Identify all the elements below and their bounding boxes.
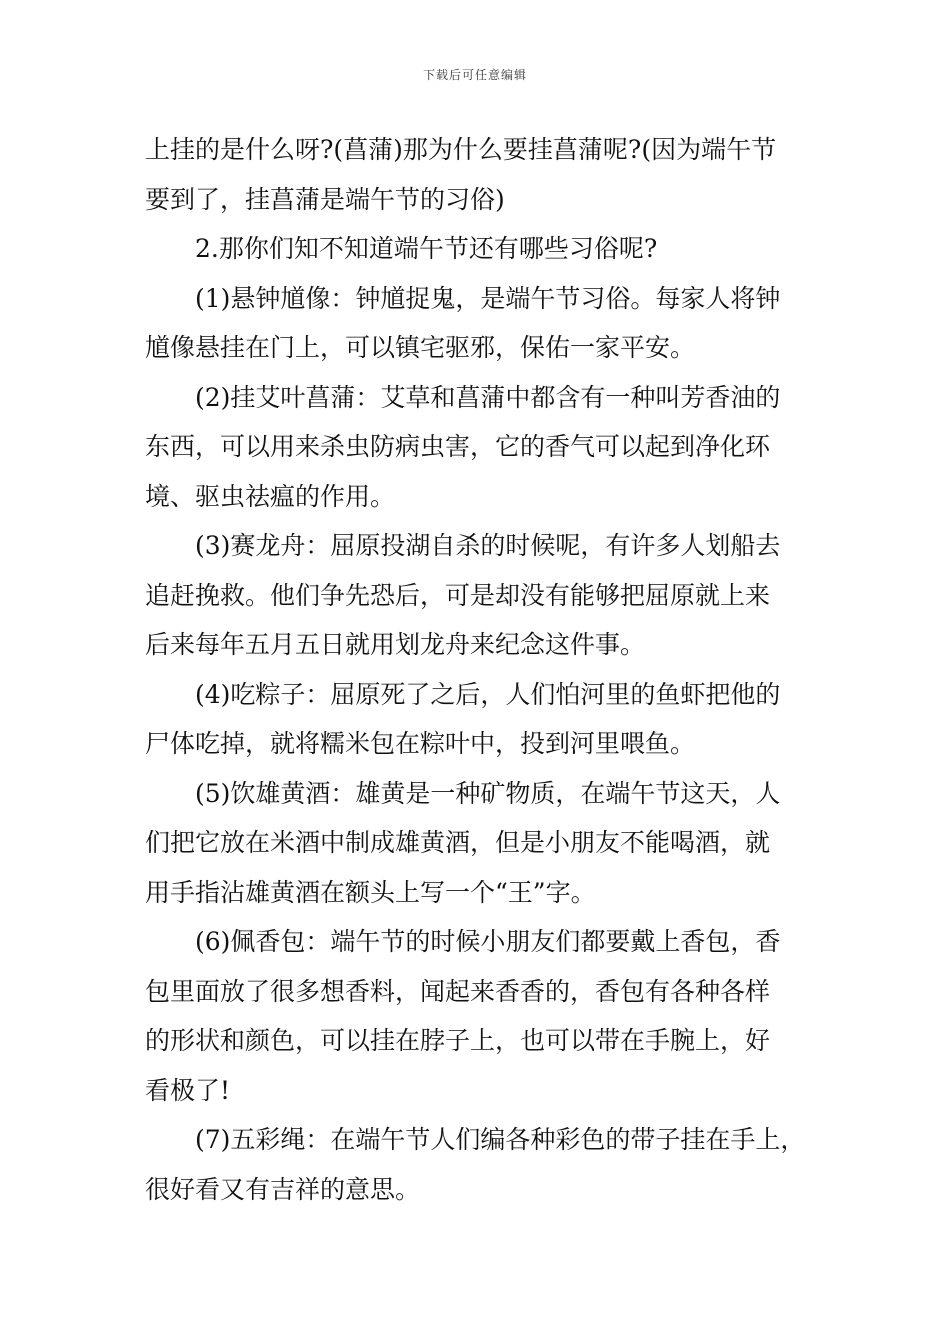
text-line: 要到了，挂菖蒲是端午节的习俗) <box>145 184 505 214</box>
text-line: (1)悬钟馗像：钟馗捉鬼，是端午节习俗。每家人将钟 <box>195 283 781 313</box>
paragraph-custom-2 <box>145 373 810 522</box>
paragraph-custom-6 <box>145 917 810 1115</box>
text-line: 2.那你们知不知道端午节还有哪些习俗呢? <box>195 234 658 263</box>
text-line: (7)五彩绳：在端午节人们编各种彩色的带子挂在手上， <box>195 1125 806 1154</box>
text-line: (4)吃粽子：屈原死了之后，人们怕河里的鱼虾把他的 <box>195 679 781 709</box>
text-line: 后来每年五月五日就用划龙舟来纪念这件事。 <box>145 630 646 659</box>
text-line: 很好看又有吉祥的意思。 <box>145 1174 421 1204</box>
text-line: 包里面放了很多想香料，闻起来香香的，香包有各种各样 <box>145 976 771 1006</box>
text-line: 东西，可以用来杀虫防病虫害，它的香气可以起到净化环 <box>145 432 771 461</box>
text-line: (2)挂艾叶菖蒲：艾草和菖蒲中都含有一种叫芳香油的 <box>195 382 781 412</box>
text-line: (5)饮雄黄酒：雄黄是一种矿物质，在端午节这天，人 <box>195 778 781 808</box>
text-line: 看极了! <box>145 1075 231 1105</box>
paragraph-custom-7 <box>145 1115 810 1214</box>
text-line: 用手指沾雄黄酒在额头上写一个“王”字。 <box>145 877 596 907</box>
paragraph-custom-5 <box>145 769 810 918</box>
text-line: 馗像悬挂在门上，可以镇宅驱邪，保佑一家平安。 <box>145 333 696 362</box>
paragraph-custom-1 <box>145 274 810 373</box>
text-line: (3)赛龙舟：屈原投湖自杀的时候呢，有许多人划船去 <box>195 531 781 560</box>
text-line: 尸体吃掉，就将糯米包在粽叶中，投到河里喂鱼。 <box>145 729 696 758</box>
text-line: 的形状和颜色，可以挂在脖子上，也可以带在手腕上，好 <box>145 1026 771 1055</box>
text-line: (6)佩香包：端午节的时候小朋友们都要戴上香包，香 <box>195 927 781 956</box>
paragraph-question <box>145 224 810 274</box>
paragraph-custom-4 <box>145 670 810 769</box>
text-line: 境、驱虫祛瘟的作用。 <box>145 481 396 511</box>
paragraph-intro <box>145 125 810 224</box>
paragraph-custom-3 <box>145 521 810 670</box>
text-line: 上挂的是什么呀?(菖蒲)那为什么要挂菖蒲呢?(因为端午节 <box>145 135 777 164</box>
document-body <box>145 125 810 1214</box>
text-line: 追赶挽救。他们争先恐后，可是却没有能够把屈原就上来 <box>145 580 771 610</box>
text-line: 们把它放在米酒中制成雄黄酒，但是小朋友不能喝酒，就 <box>145 828 771 857</box>
page-header: 下载后可任意编辑 <box>422 68 527 82</box>
